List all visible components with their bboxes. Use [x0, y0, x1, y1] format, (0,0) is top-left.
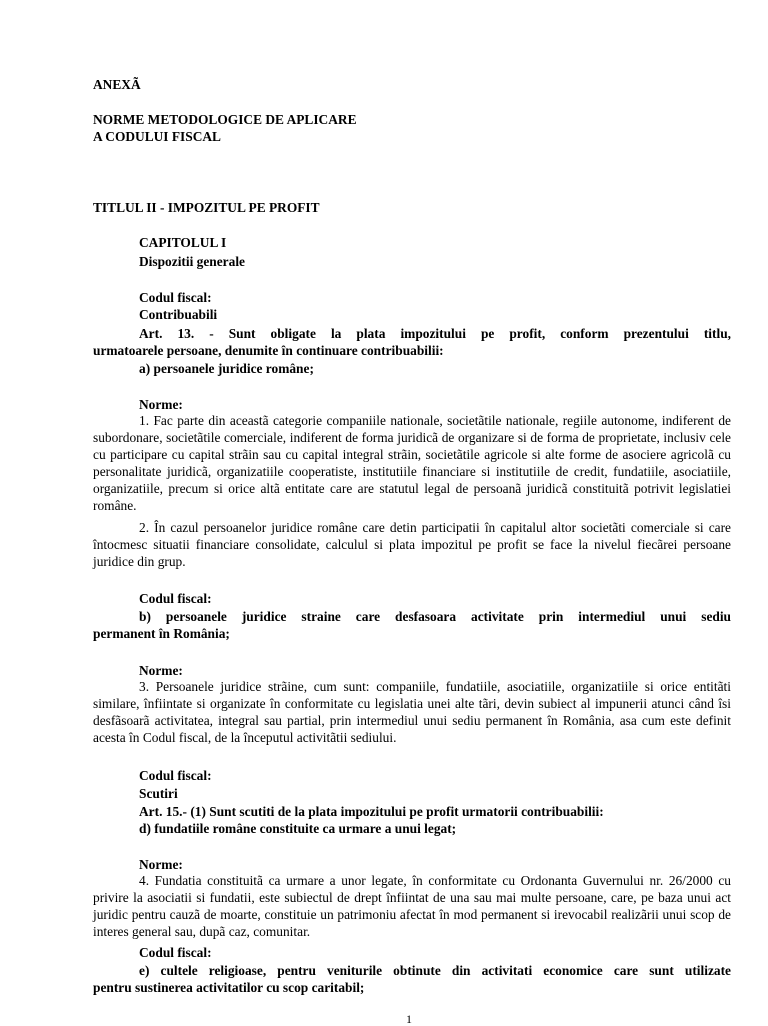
article-13-line-2: urmatoarele persoane, denumite în continuare contribuabilii:	[93, 343, 444, 358]
article-15-item-e-line-2: pentru sustinerea activitatilor cu scop caritabil;	[93, 980, 365, 995]
norms-label: Norme:	[139, 663, 183, 678]
norm-paragraph-4: 4. Fundatia constituitã ca urmare a unor legate, în conformitate cu Ordonanta Guvernului nr. 26/2000 cu privire la asociatii si fundatii, este subiectul de drept înfiintat de una sau mai multe persoane, care, pe baza unui act juridic pentru cauzã de moarte, constituie un patrimoniu afectat în mod permanent si irevocabil realizãrii unui scop de interes general sau, dupã caz, comunitar.	[93, 873, 731, 939]
section-subtitle: Scutiri	[139, 786, 178, 801]
document-title-line-1: NORME METODOLOGICE DE APLICARE	[93, 112, 357, 127]
fiscal-code-label: Codul fiscal:	[139, 290, 212, 305]
chapter-number: CAPITOLUL I	[139, 235, 227, 250]
article-13-line-1: Art. 13. - Sunt obligate la plata impozitului pe profit, conform prezentului titlu,	[139, 326, 731, 341]
fiscal-code-label: Codul fiscal:	[139, 591, 212, 606]
document-title-line-2: A CODULUI FISCAL	[93, 129, 221, 144]
chapter-name: Dispozitii generale	[139, 254, 245, 269]
annex-heading: ANEXÃ	[93, 77, 141, 92]
fiscal-code-label: Codul fiscal:	[139, 945, 212, 960]
norms-label: Norme:	[139, 857, 183, 872]
page-number: 1	[406, 1012, 412, 1026]
fiscal-code-label: Codul fiscal:	[139, 768, 212, 783]
norms-label: Norme:	[139, 397, 183, 412]
section-subtitle: Contribuabili	[139, 307, 218, 322]
norm-paragraph-3: 3. Persoanele juridice strãine, cum sunt: companiile, fundatiile, asociatiile, organizatiile si orice entitãti similare, înfiintate si organizate în conformitate cu legislatia unei alte tãri, devin subiect al impunerii atunci când îsi desfãsoarã activitatea, integral sau partial, prin intermediul unui sediu permanent în România, asa cum este definit acesta în Codul fiscal, de la începutul activitãtii sediului.	[93, 679, 731, 745]
norm-paragraph-1: 1. Fac parte din aceastã categorie companiile nationale, societãtile nationale, regiile autonome, indiferent de subordonare, societãtile comerciale, indiferent de forma juridicã de organizare si de forma de proprietate, inclusiv cele cu participare cu capital strãin sau cu capital integral strãin, societãtile agricole si alte forme de asociere agricolã cu personalitate juridicã, organizatiile cooperatiste, institutiile financiare si institutiile de credit, fundatiile, asociatiile, organizatiile, precum si orice altã entitate care are statutul legal de persoanã juridicã constituitã potrivit legislatiei române.	[93, 413, 731, 513]
article-13-item-b-line-1: b) persoanele juridice straine care desfasoara activitate prin intermediul unui sediu	[139, 609, 731, 624]
article-15-item-d: d) fundatiile române constituite ca urmare a unui legat;	[139, 821, 457, 836]
article-15-line: Art. 15.- (1) Sunt scutiti de la plata impozitului pe profit urmatorii contribuabilii:	[139, 804, 604, 819]
title-section-heading: TITLUL II - IMPOZITUL PE PROFIT	[93, 200, 320, 215]
norm-paragraph-2: 2. În cazul persoanelor juridice române care detin participatii în capitalul altor societãti comerciale si care întocmesc situatii financiare consolidate, calculul si plata impozitul pe profit se face la nivelul fiecãrei persoane juridice din grup.	[93, 520, 731, 569]
article-15-item-e-line-1: e) cultele religioase, pentru veniturile obtinute din activitati economice care sunt utilizate	[139, 963, 731, 978]
article-13-item-b-line-2: permanent în România;	[93, 626, 230, 641]
article-13-item-a: a) persoanele juridice române;	[139, 361, 314, 376]
